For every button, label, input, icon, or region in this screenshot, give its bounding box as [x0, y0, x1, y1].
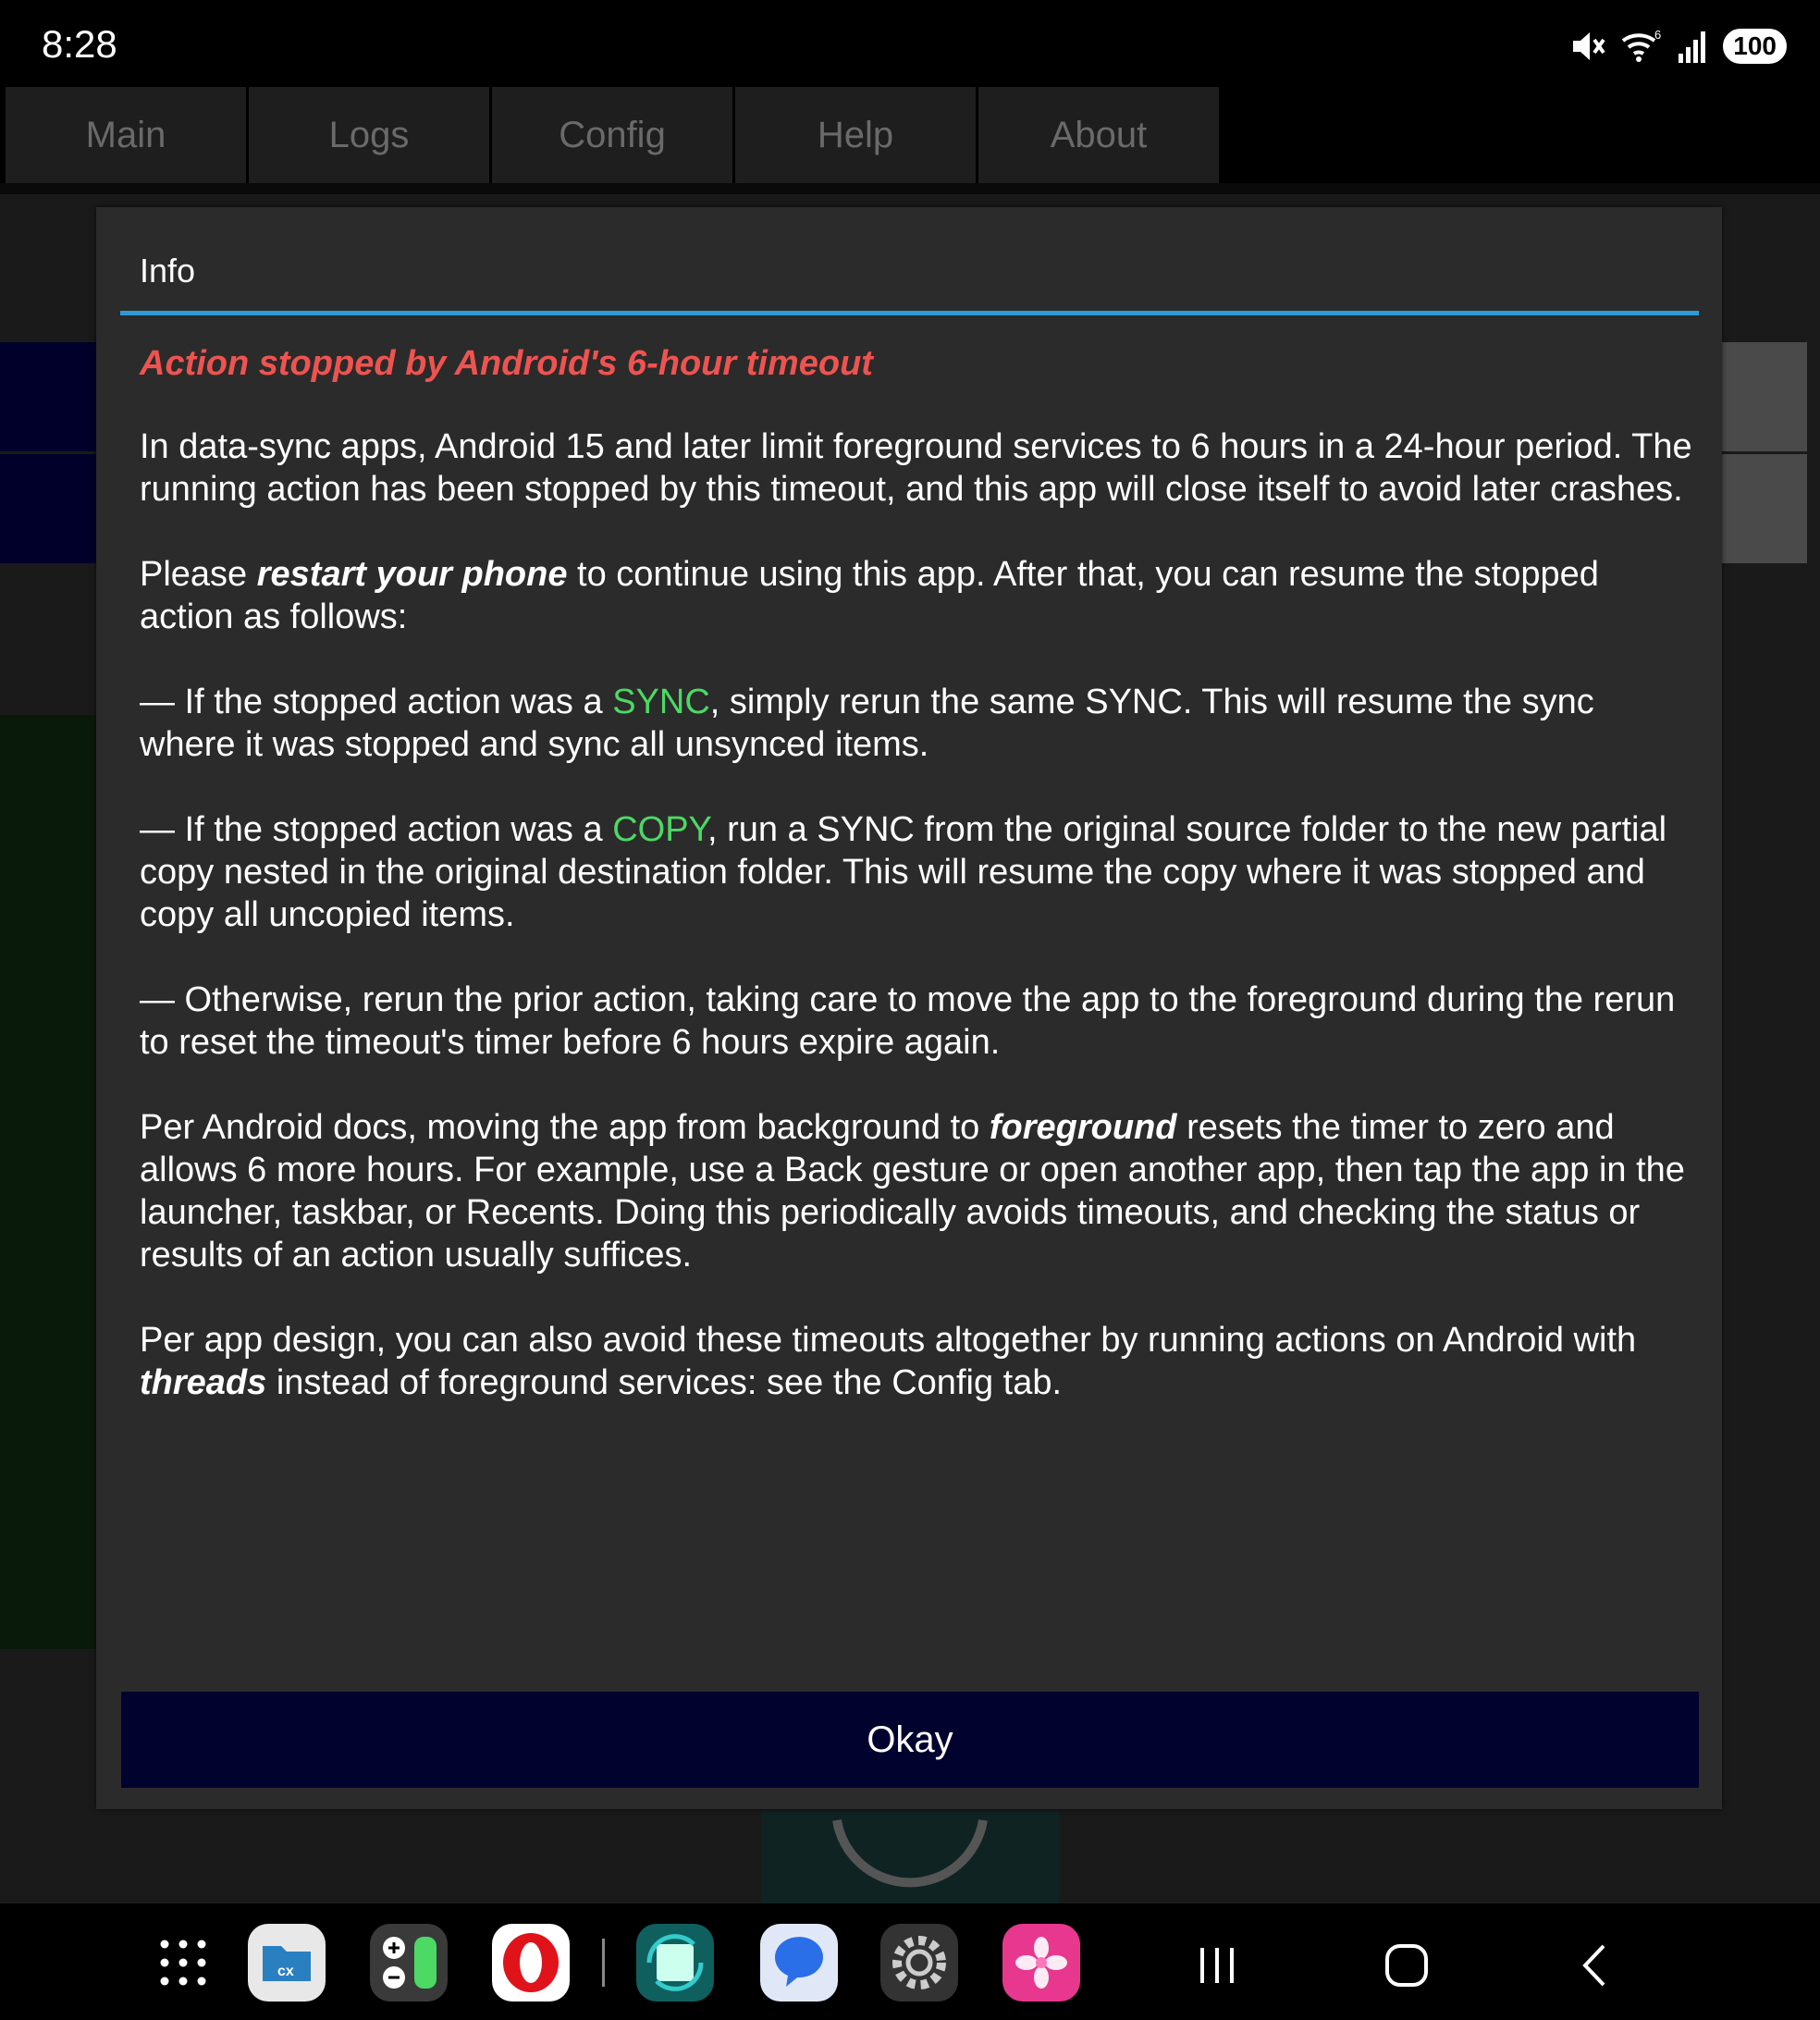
svg-text:cx: cx	[277, 1964, 294, 1979]
okay-button[interactable]: Okay	[121, 1692, 1699, 1788]
recents-icon[interactable]	[1186, 1933, 1250, 1998]
text: resets the timer to zero and allows 6 more hours. For example, use a Back gesture or open another app, then tap the app in the launcher, taskbar, or Recents. Doing this periodically avoids timeouts, and checking the status or results of an action usually suffices.	[140, 1108, 1685, 1275]
signal-icon	[1677, 28, 1710, 65]
text: , simply rerun the same SYNC. This will resume the sync where it was stopped and sync all unsynced items.	[140, 683, 1594, 764]
dock-separator	[602, 1939, 605, 1987]
calculator-icon[interactable]	[370, 1924, 448, 2002]
tab-logs[interactable]: Logs	[249, 87, 489, 183]
tab-help[interactable]: Help	[735, 87, 976, 183]
background-panel	[0, 454, 96, 563]
back-icon[interactable]	[1563, 1933, 1628, 1998]
mute-icon	[1569, 28, 1606, 65]
battery-indicator: 100	[1723, 29, 1787, 64]
home-icon[interactable]	[1374, 1933, 1439, 1998]
gallery-icon[interactable]	[1002, 1924, 1080, 2002]
paragraph-foreground	[140, 1106, 1693, 1276]
file-manager-icon[interactable]	[248, 1924, 326, 2002]
text: instead of foreground services: see the Config tab.	[266, 1363, 1063, 1402]
dialog-title: Info	[140, 252, 196, 289]
paragraph-threads	[140, 1319, 1693, 1404]
wifi-icon	[1619, 28, 1664, 65]
dialog-title-divider	[120, 311, 1699, 315]
opera-icon[interactable]	[492, 1924, 570, 2002]
tab-strip-divider	[0, 183, 1820, 194]
info-dialog	[96, 207, 1722, 1809]
app-drawer-icon[interactable]	[144, 1924, 222, 2002]
background-gauge	[761, 1811, 1059, 1903]
tab-config[interactable]: Config	[492, 87, 732, 183]
text: Please	[140, 555, 257, 594]
emphasis-foreground: foreground	[989, 1108, 1177, 1147]
paragraph-timeout: In data-sync apps, Android 15 and later limit foreground services to 6 hours in a 24-hour period. The running action has been stopped by this timeout, and this app will close itself to avoid later crashes.	[140, 427, 1692, 509]
emphasis-threads: threads	[140, 1363, 267, 1402]
highlight-copy: COPY	[612, 810, 707, 849]
tab-bar	[6, 87, 1222, 183]
sync-app-icon[interactable]	[636, 1924, 714, 2002]
paragraph-restart	[140, 553, 1693, 638]
paragraph-sync	[140, 681, 1693, 766]
messages-icon[interactable]	[760, 1924, 838, 2002]
dialog-heading: Action stopped by Android's 6-hour timeout	[140, 344, 873, 383]
tab-about[interactable]: About	[978, 87, 1219, 183]
text: — If the stopped action was a	[140, 810, 613, 849]
tab-main[interactable]: Main	[6, 87, 246, 183]
highlight-sync: SYNC	[612, 683, 710, 721]
status-icons	[1569, 28, 1787, 65]
text: , run a SYNC from the original source folder to the new partial copy nested in the original destination folder. This will resume the copy where it was stopped and copy all uncopied items.	[140, 810, 1667, 934]
clock: 8:28	[42, 22, 117, 66]
status-bar	[0, 0, 1820, 89]
dialog-message	[140, 342, 1693, 1447]
settings-icon[interactable]	[880, 1924, 958, 2002]
background-panel	[0, 715, 96, 1649]
paragraph-copy	[140, 808, 1693, 936]
text: — If the stopped action was a	[140, 683, 613, 721]
text: Per app design, you can also avoid these timeouts altogether by running actions on Android with	[140, 1321, 1637, 1360]
background-panel	[1722, 342, 1807, 451]
emphasis-restart: restart your phone	[256, 555, 568, 594]
text: to continue using this app. After that, you can resume the stopped action as follows:	[140, 555, 1599, 636]
paragraph-otherwise: — Otherwise, rerun the prior action, taking care to move the app to the foreground during the rerun to reset the timeout's timer before 6 hours expire again.	[140, 980, 1676, 1062]
background-panel	[0, 342, 96, 451]
background-panel	[1722, 454, 1807, 563]
svg-text:6: 6	[1654, 28, 1662, 42]
text: Per Android docs, moving the app from background to	[140, 1108, 990, 1147]
